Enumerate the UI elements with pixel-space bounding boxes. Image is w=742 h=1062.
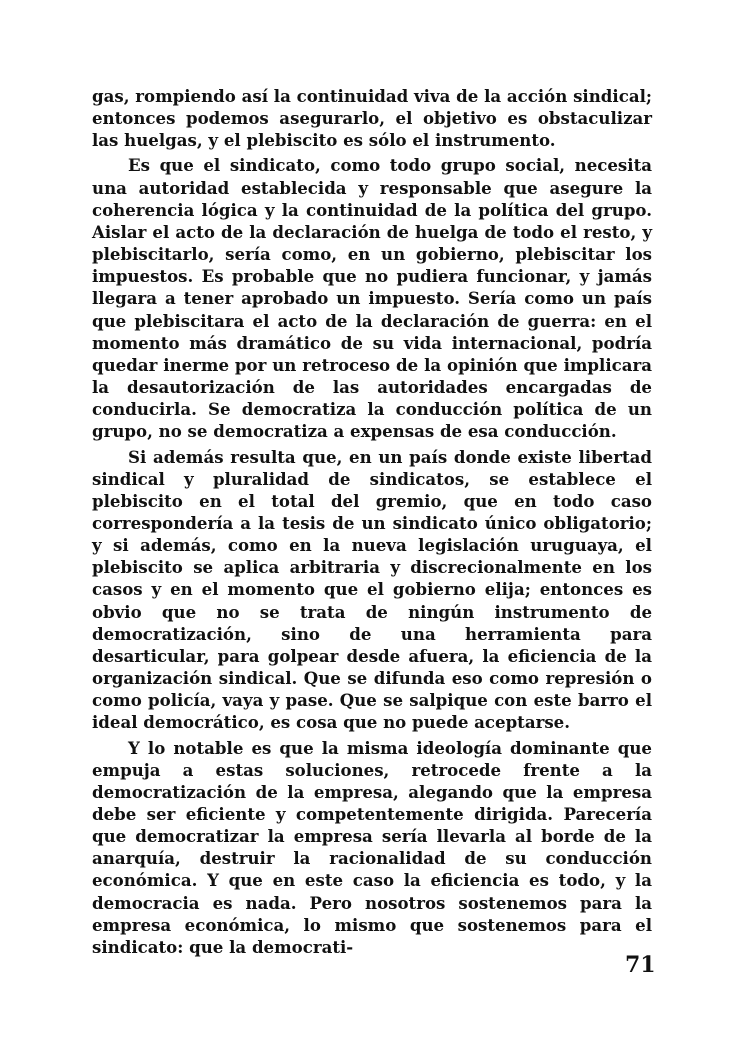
paragraph-4: Y lo notable es que la misma ideología dominante que empuja a estas soluciones, retrocede frente a la democratización de la empresa, alegando que la empresa debe ser eficiente y competentemente dirigida. Parecería que democratizar la empresa sería llevarla al borde de la anarquía, destruir la racionalidad de su conducción económica. Y que en este caso la eficiencia es todo, y la democracia es nada. Pero nosotros sostenemos para la empresa económica, lo mismo que sostenemos para el sindicato: que la democrati-	[92, 737, 652, 957]
paragraph-3: Si además resulta que, en un país donde existe libertad sindical y pluralidad de sindicatos, se establece el plebiscito en el total del gremio, que en todo caso correspondería a la tesis de un sindicato único obligatorio; y si además, como en la nueva legislación uruguaya, el plebiscito se aplica arbitraria y discrecionalmente en los casos y en el momento que el gobierno elija; entonces es obvio que no se trata de ningún instrumento de democratización, sino de una herramienta para desarticular, para golpear desde afuera, la eficiencia de la organización sindical. Que se difunda eso como represión o como policía, vaya y pase. Que se salpique con este barro el ideal democrático, es cosa que no puede aceptarse.	[92, 446, 652, 733]
page-number: 71	[625, 952, 656, 978]
paragraph-2: Es que el sindicato, como todo grupo social, necesita una autoridad establecida y responsable que asegure la coherencia lógica y la continuidad de la política del grupo. Aislar el acto de la declaración de huelga de todo el resto, y plebiscitarlo, sería como, en un gobierno, plebiscitar los impuestos. Es probable que no pudiera funcionar, y jamás llegara a tener aprobado un impuesto. Sería como un país que plebiscitara el acto de la declaración de guerra: en el momento más dramático de su vida internacional, podría quedar inerme por un retroceso de la opinión que implicara la desautorización de las autoridades encargadas de conducirla. Se democratiza la conducción política de un grupo, no se democratiza a expensas de esa conducción.	[92, 155, 652, 442]
body-text	[92, 85, 652, 958]
paragraph-1: gas, rompiendo así la continuidad viva de la acción sindical; entonces podemos asegurarlo, el objetivo es obstaculizar las huelgas, y el plebiscito es sólo el instrumento.	[92, 86, 652, 151]
